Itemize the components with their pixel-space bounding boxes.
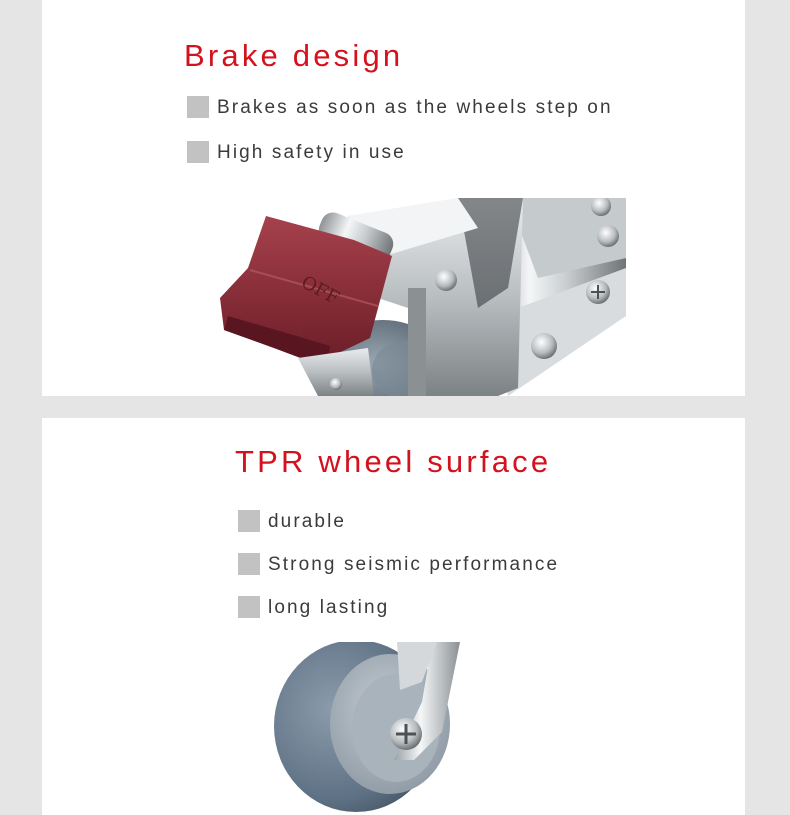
bullet-square-icon: [238, 596, 260, 618]
bullet-square-icon: [187, 96, 209, 118]
tpr-wheel-photo: [272, 642, 462, 815]
feature-text: High safety in use: [217, 142, 406, 163]
feature-text: Strong seismic performance: [268, 554, 560, 575]
feature-text: Brakes as soon as the wheels step on: [217, 97, 613, 118]
bullet-square-icon: [238, 510, 260, 532]
pedal-off-label: OFF: [297, 271, 343, 310]
pedal-on-label: ON: [282, 316, 308, 339]
bullet-square-icon: [238, 553, 260, 575]
tpr-wheel-section: [42, 418, 745, 815]
feature-text: durable: [268, 511, 347, 532]
brake-design-section: [42, 0, 745, 396]
tpr-wheel-title: TPR wheel surface: [235, 444, 552, 479]
bullet-square-icon: [187, 141, 209, 163]
caster-brake-photo: [178, 198, 626, 396]
feature-text: long lasting: [268, 597, 390, 618]
brake-design-title: Brake design: [184, 38, 404, 73]
